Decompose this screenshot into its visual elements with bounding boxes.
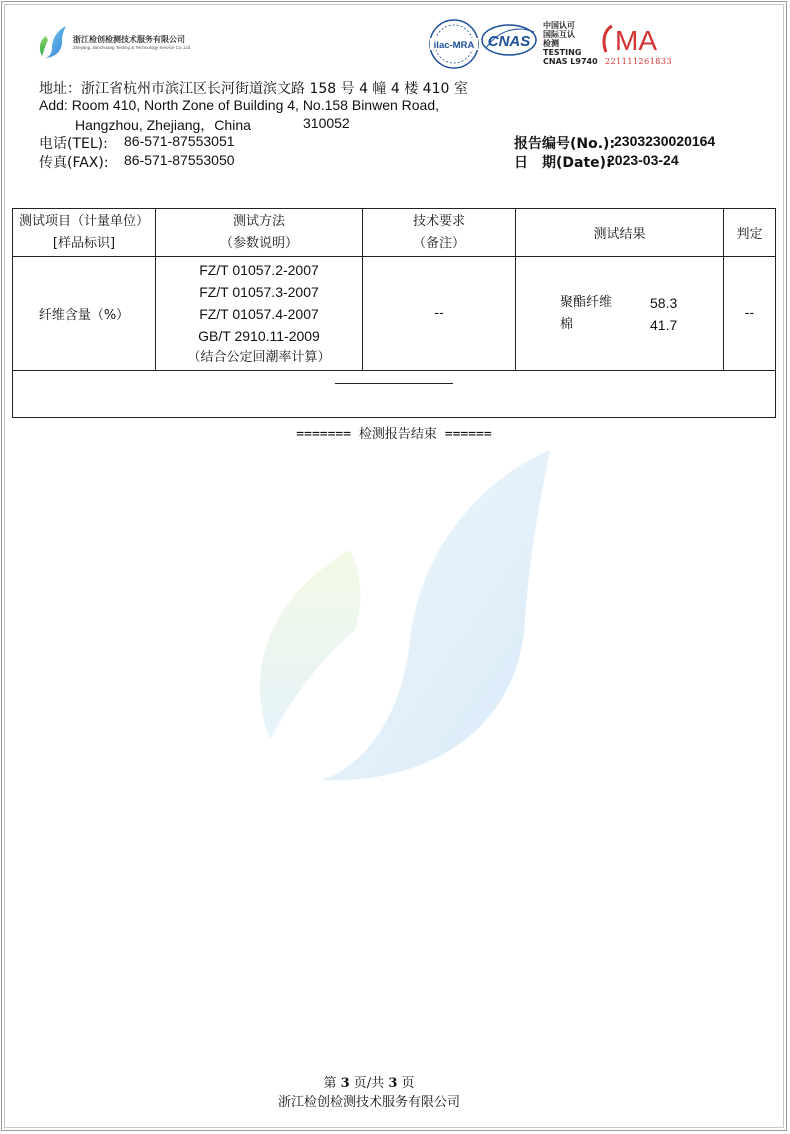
page-prefix: 第 [323,1076,337,1091]
method-standard: FZ/T 01057.2-2007 [199,261,319,278]
header-item-line1: 测试项目（计量单位） [18,213,149,229]
page-total: 3 [388,1076,398,1091]
ilac-mra-logo-icon [428,18,480,70]
header-requirement-line2: （备注） [412,235,465,251]
header-requirement-line1: 技术要求 [412,213,465,229]
method-standard: GB/T 2910.11-2009 [198,327,320,344]
cma-logo-icon [600,22,666,56]
table-row [13,257,776,371]
header-method-line2: （参数说明） [219,235,298,251]
address-en-line2: Hangzhou, Zhejiang，China [75,117,251,133]
cnas-text-line: 国际互认 [543,30,575,39]
result-fiber-value: 41.7 [650,316,678,333]
report-date-value: 2023-03-24 [607,152,679,168]
result-entry [516,314,723,336]
method-standard: FZ/T 01057.4-2007 [199,305,319,322]
footer-page-number [0,1072,738,1091]
report-no-label: 报告编号(No.): [514,136,616,152]
cell-method [156,257,363,371]
page-suffix: 页 [401,1076,415,1091]
table-header-row [13,209,776,257]
report-end-mark: ======= 检测报告结束 ====== [296,427,492,442]
footer-company: 浙江检创检测技术服务有限公司 [277,1095,460,1110]
blank-cell [13,371,776,418]
method-standard: FZ/T 01057.3-2007 [199,283,319,300]
company-logo-icon [36,24,70,60]
cell-judgement: -- [724,257,776,371]
cnas-logo-icon [480,22,538,58]
header-method-line1: 测试方法 [232,213,285,229]
result-entry [516,292,723,314]
result-fiber-name: 棉 [560,316,574,332]
cnas-accreditation-text [543,21,598,66]
header-judgement: 判定 [724,209,776,257]
fax-value: 86-571-87553050 [124,152,235,168]
cnas-text-line: TESTING [543,48,582,57]
results-table [12,208,776,418]
result-fiber-value: 58.3 [650,294,678,311]
watermark-logo-icon [240,440,560,790]
header-item-line2: [样品标识] [52,235,116,251]
result-fiber-name: 聚酯纤维 [560,294,613,310]
cell-requirement: -- [363,257,516,371]
cnas-text-line: 检测 [543,39,559,48]
page-current: 3 [340,1076,350,1091]
header-requirement [363,209,516,257]
cnas-label: CNAS [487,33,531,50]
address-en-line1: Add: Room 410, North Zone of Building 4, No.158 Binwen Road, [39,97,440,113]
blank-rule [335,383,453,384]
method-note: （结合公定回潮率计算） [187,349,331,365]
table-blank-row [13,371,776,418]
cell-result [516,257,724,371]
address-cn: 地址：浙江省杭州市滨江区长河街道滨文路 158 号 4 幢 4 楼 410 室 [39,81,468,97]
header-result: 测试结果 [516,209,724,257]
report-date-label: 日 期(Date): [514,155,612,171]
cma-number: 221111261833 [605,57,673,66]
cell-item: 纤维含量（%） [13,257,156,371]
company-name-en: Zhejiang Jianchuang Testing & Technology Service Co.,Ltd [73,45,191,50]
ilac-label: ilac-MRA [433,40,475,51]
postcode: 310052 [303,115,350,131]
tel-label: 电话(TEL): [39,136,108,152]
header-method [156,209,363,257]
page-middle: 页/共 [353,1076,385,1091]
fax-label: 传真(FAX): [39,155,109,171]
company-name-cn: 浙江检创检测技术服务有限公司 [73,35,185,44]
cma-label: MA [615,25,657,56]
cnas-text-line: 中国认可 [543,21,575,30]
header-item [13,209,156,257]
tel-value: 86-571-87553051 [124,133,235,149]
cnas-text-line: CNAS L9740 [543,57,598,66]
report-no-value: 2303230020164 [614,133,716,149]
